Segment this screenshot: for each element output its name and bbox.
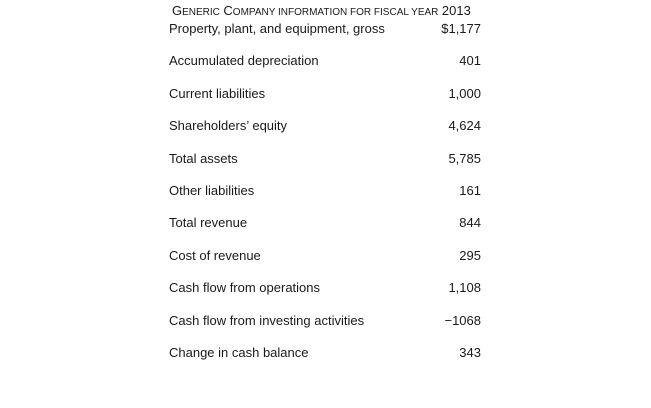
row-value: 5,785 [448, 150, 481, 166]
row-value: 1,108 [448, 280, 481, 296]
row-label: Change in cash balance [169, 344, 309, 360]
row-label: Other liabilities [169, 182, 255, 198]
table-row [169, 279, 481, 311]
financial-table [169, 20, 481, 376]
title-initial-company: C [223, 3, 233, 18]
row-value: 295 [459, 247, 481, 263]
row-label: Cash flow from operations [169, 280, 321, 296]
row-value: −1068 [444, 312, 481, 328]
table-row [169, 312, 481, 344]
table-row [169, 247, 481, 279]
page-title [172, 3, 471, 18]
row-label: Total revenue [169, 215, 248, 231]
table-row [169, 214, 481, 246]
title-word-generic: ENERIC [182, 7, 220, 18]
table-row [169, 85, 481, 117]
row-label: Current liabilities [169, 85, 266, 101]
row-label: Total assets [169, 150, 238, 166]
table-row [169, 182, 481, 214]
table-row [169, 20, 481, 52]
row-value: 401 [459, 53, 481, 69]
row-value: 161 [459, 182, 481, 198]
table-row [169, 117, 481, 149]
title-initial-generic: G [172, 3, 183, 18]
row-value: 844 [459, 215, 481, 231]
row-label: Cost of revenue [169, 247, 261, 263]
row-label: Accumulated depreciation [169, 53, 319, 69]
row-label: Cash flow from investing activities [169, 312, 365, 328]
title-phrase: OMPANY INFORMATION FOR FISCAL YEAR [232, 7, 439, 18]
row-value: 4,624 [448, 118, 481, 134]
row-value: 343 [459, 344, 481, 360]
title-year: 2013 [441, 3, 471, 18]
table-row [169, 150, 481, 182]
table-row [169, 52, 481, 84]
row-value: $1,177 [441, 21, 481, 36]
row-label: Property, plant, and equipment, gross [169, 21, 385, 36]
table-row [169, 344, 481, 376]
row-label: Shareholders’ equity [169, 118, 288, 134]
row-value: 1,000 [448, 85, 481, 101]
